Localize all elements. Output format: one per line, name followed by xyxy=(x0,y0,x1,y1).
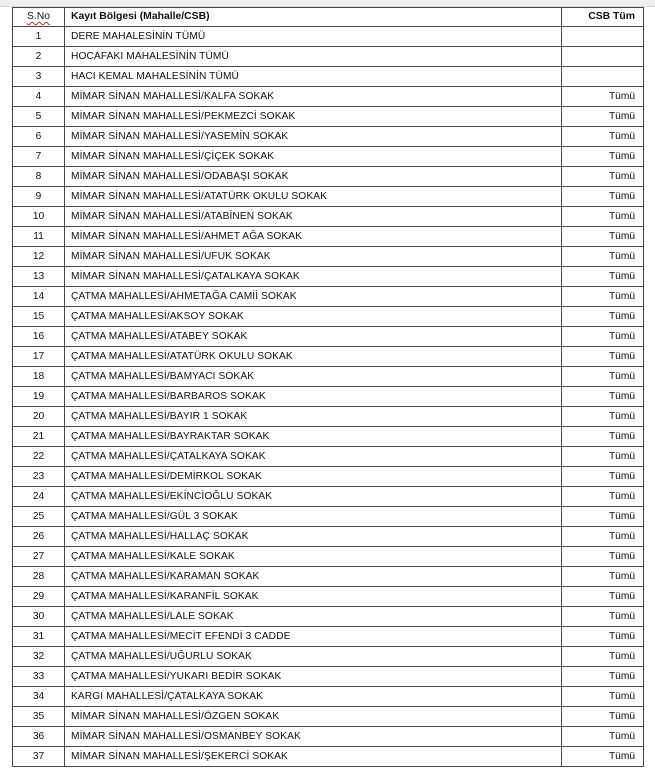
table-row xyxy=(13,167,644,187)
table-row xyxy=(13,587,644,607)
table-row xyxy=(13,367,644,387)
row-number-cell: 23 xyxy=(13,467,65,487)
csb-cell: Tümü xyxy=(562,687,644,707)
row-number-cell: 14 xyxy=(13,287,65,307)
table-row xyxy=(13,527,644,547)
row-number-cell: 17 xyxy=(13,347,65,367)
csb-cell: Tümü xyxy=(562,287,644,307)
table-row xyxy=(13,647,644,667)
table-row xyxy=(13,567,644,587)
region-cell: MİMAR SİNAN MAHALLESİ/UFUK SOKAK xyxy=(65,247,562,267)
table-row xyxy=(13,487,644,507)
row-number-cell: 34 xyxy=(13,687,65,707)
region-cell: MİMAR SİNAN MAHALLESİ/ÇATALKAYA SOKAK xyxy=(65,267,562,287)
region-cell: KARGI MAHALLESİ/ÇATALKAYA SOKAK xyxy=(65,687,562,707)
table-row xyxy=(13,467,644,487)
column-header-region: Kayıt Bölgesi (Mahalle/CSB) xyxy=(65,8,562,27)
table-row xyxy=(13,147,644,167)
table-row xyxy=(13,607,644,627)
csb-cell xyxy=(562,67,644,87)
region-cell: ÇATMA MAHALLESİ/HALLAÇ SOKAK xyxy=(65,527,562,547)
region-cell: ÇATMA MAHALLESİ/EKİNCİOĞLU SOKAK xyxy=(65,487,562,507)
table-row xyxy=(13,747,644,767)
csb-cell: Tümü xyxy=(562,367,644,387)
csb-cell: Tümü xyxy=(562,407,644,427)
region-cell: ÇATMA MAHALLESİ/BARBAROS SOKAK xyxy=(65,387,562,407)
row-number-cell: 16 xyxy=(13,327,65,347)
row-number-cell: 15 xyxy=(13,307,65,327)
table-row xyxy=(13,227,644,247)
region-cell: ÇATMA MAHALLESİ/BAYRAKTAR SOKAK xyxy=(65,427,562,447)
region-cell: ÇATMA MAHALLESİ/KARANFİL SOKAK xyxy=(65,587,562,607)
csb-cell: Tümü xyxy=(562,567,644,587)
document-page xyxy=(12,7,644,767)
table-row xyxy=(13,687,644,707)
column-header-csb: CSB Tüm xyxy=(562,8,644,27)
csb-cell: Tümü xyxy=(562,107,644,127)
region-cell: HOCAFAKI MAHALESİNİN TÜMÜ xyxy=(65,47,562,67)
row-number-cell: 27 xyxy=(13,547,65,567)
row-number-cell: 10 xyxy=(13,207,65,227)
row-number-cell: 12 xyxy=(13,247,65,267)
table-body xyxy=(13,27,644,767)
table-header-row xyxy=(13,8,644,27)
row-number-cell: 24 xyxy=(13,487,65,507)
table-row xyxy=(13,187,644,207)
row-number-cell: 20 xyxy=(13,407,65,427)
table-row xyxy=(13,107,644,127)
csb-cell: Tümü xyxy=(562,647,644,667)
table-row xyxy=(13,627,644,647)
window-top-edge xyxy=(0,0,655,7)
region-cell: ÇATMA MAHALLESİ/MECİT EFENDİ 3 CADDE xyxy=(65,627,562,647)
region-cell: DERE MAHALESİNİN TÜMÜ xyxy=(65,27,562,47)
csb-cell: Tümü xyxy=(562,487,644,507)
csb-cell: Tümü xyxy=(562,147,644,167)
csb-cell: Tümü xyxy=(562,607,644,627)
row-number-cell: 29 xyxy=(13,587,65,607)
csb-cell: Tümü xyxy=(562,227,644,247)
table-row xyxy=(13,327,644,347)
row-number-cell: 3 xyxy=(13,67,65,87)
table-row xyxy=(13,427,644,447)
row-number-cell: 4 xyxy=(13,87,65,107)
region-cell: ÇATMA MAHALLESİ/UĞURLU SOKAK xyxy=(65,647,562,667)
table-row xyxy=(13,127,644,147)
csb-cell: Tümü xyxy=(562,247,644,267)
region-cell: ÇATMA MAHALLESİ/ATATÜRK OKULU SOKAK xyxy=(65,347,562,367)
region-cell: ÇATMA MAHALLESİ/KALE SOKAK xyxy=(65,547,562,567)
region-cell: MİMAR SİNAN MAHALLESİ/ATATÜRK OKULU SOKAK xyxy=(65,187,562,207)
csb-cell: Tümü xyxy=(562,187,644,207)
region-cell: MİMAR SİNAN MAHALLESİ/ATABİNEN SOKAK xyxy=(65,207,562,227)
table-row xyxy=(13,507,644,527)
region-cell: ÇATMA MAHALLESİ/AKSOY SOKAK xyxy=(65,307,562,327)
row-number-cell: 25 xyxy=(13,507,65,527)
csb-cell: Tümü xyxy=(562,267,644,287)
region-cell: MİMAR SİNAN MAHALLESİ/OSMANBEY SOKAK xyxy=(65,727,562,747)
table-row xyxy=(13,207,644,227)
csb-cell: Tümü xyxy=(562,727,644,747)
region-cell: ÇATMA MAHALLESİ/BAYIR 1 SOKAK xyxy=(65,407,562,427)
csb-cell: Tümü xyxy=(562,207,644,227)
row-number-cell: 18 xyxy=(13,367,65,387)
row-number-cell: 2 xyxy=(13,47,65,67)
table-row xyxy=(13,707,644,727)
column-header-sno xyxy=(13,8,65,27)
column-header-sno-label: S.No xyxy=(26,11,51,22)
table-row xyxy=(13,547,644,567)
region-cell: ÇATMA MAHALLESİ/YUKARI BEDİR SOKAK xyxy=(65,667,562,687)
region-cell: ÇATMA MAHALLESİ/ÇATALKAYA SOKAK xyxy=(65,447,562,467)
region-cell: ÇATMA MAHALLESİ/LALE SOKAK xyxy=(65,607,562,627)
table-row xyxy=(13,247,644,267)
csb-cell xyxy=(562,27,644,47)
region-cell: MİMAR SİNAN MAHALLESİ/ÇİÇEK SOKAK xyxy=(65,147,562,167)
table-row xyxy=(13,87,644,107)
row-number-cell: 37 xyxy=(13,747,65,767)
row-number-cell: 33 xyxy=(13,667,65,687)
region-cell: MİMAR SİNAN MAHALLESİ/AHMET AĞA SOKAK xyxy=(65,227,562,247)
csb-cell: Tümü xyxy=(562,447,644,467)
csb-cell: Tümü xyxy=(562,87,644,107)
table-row xyxy=(13,267,644,287)
csb-cell xyxy=(562,47,644,67)
csb-cell: Tümü xyxy=(562,667,644,687)
table-row xyxy=(13,347,644,367)
table-row xyxy=(13,407,644,427)
row-number-cell: 7 xyxy=(13,147,65,167)
table-row xyxy=(13,727,644,747)
table-row xyxy=(13,47,644,67)
row-number-cell: 21 xyxy=(13,427,65,447)
region-cell: MİMAR SİNAN MAHALLESİ/YASEMİN SOKAK xyxy=(65,127,562,147)
row-number-cell: 31 xyxy=(13,627,65,647)
region-cell: HACI KEMAL MAHALESİNİN TÜMÜ xyxy=(65,67,562,87)
csb-cell: Tümü xyxy=(562,547,644,567)
row-number-cell: 28 xyxy=(13,567,65,587)
csb-cell: Tümü xyxy=(562,627,644,647)
csb-cell: Tümü xyxy=(562,467,644,487)
table-row xyxy=(13,27,644,47)
row-number-cell: 13 xyxy=(13,267,65,287)
row-number-cell: 22 xyxy=(13,447,65,467)
row-number-cell: 5 xyxy=(13,107,65,127)
row-number-cell: 30 xyxy=(13,607,65,627)
csb-cell: Tümü xyxy=(562,327,644,347)
region-cell: MİMAR SİNAN MAHALLESİ/KALFA SOKAK xyxy=(65,87,562,107)
region-cell: MİMAR SİNAN MAHALLESİ/PEKMEZCİ SOKAK xyxy=(65,107,562,127)
csb-cell: Tümü xyxy=(562,167,644,187)
table-row xyxy=(13,387,644,407)
table-row xyxy=(13,667,644,687)
row-number-cell: 36 xyxy=(13,727,65,747)
row-number-cell: 1 xyxy=(13,27,65,47)
csb-cell: Tümü xyxy=(562,387,644,407)
region-cell: MİMAR SİNAN MAHALLESİ/ÖZGEN SOKAK xyxy=(65,707,562,727)
row-number-cell: 9 xyxy=(13,187,65,207)
row-number-cell: 35 xyxy=(13,707,65,727)
region-cell: ÇATMA MAHALLESİ/BAMYACI SOKAK xyxy=(65,367,562,387)
region-cell: ÇATMA MAHALLESİ/DEMİRKOL SOKAK xyxy=(65,467,562,487)
csb-cell: Tümü xyxy=(562,307,644,327)
csb-cell: Tümü xyxy=(562,587,644,607)
table-row xyxy=(13,67,644,87)
csb-cell: Tümü xyxy=(562,527,644,547)
table-row xyxy=(13,287,644,307)
table-row xyxy=(13,307,644,327)
row-number-cell: 26 xyxy=(13,527,65,547)
csb-cell: Tümü xyxy=(562,507,644,527)
region-cell: ÇATMA MAHALLESİ/ATABEY SOKAK xyxy=(65,327,562,347)
region-cell: ÇATMA MAHALLESİ/KARAMAN SOKAK xyxy=(65,567,562,587)
csb-cell: Tümü xyxy=(562,747,644,767)
row-number-cell: 19 xyxy=(13,387,65,407)
row-number-cell: 8 xyxy=(13,167,65,187)
region-cell: ÇATMA MAHALLESİ/GÜL 3 SOKAK xyxy=(65,507,562,527)
csb-cell: Tümü xyxy=(562,707,644,727)
csb-cell: Tümü xyxy=(562,347,644,367)
row-number-cell: 32 xyxy=(13,647,65,667)
csb-cell: Tümü xyxy=(562,427,644,447)
row-number-cell: 11 xyxy=(13,227,65,247)
region-cell: MİMAR SİNAN MAHALLESİ/ODABAŞI SOKAK xyxy=(65,167,562,187)
csb-cell: Tümü xyxy=(562,127,644,147)
table-row xyxy=(13,447,644,467)
row-number-cell: 6 xyxy=(13,127,65,147)
region-cell: MİMAR SİNAN MAHALLESİ/ŞEKERCİ SOKAK xyxy=(65,747,562,767)
region-cell: ÇATMA MAHALLESİ/AHMETAĞA CAMİİ SOKAK xyxy=(65,287,562,307)
registration-region-table xyxy=(12,7,644,767)
